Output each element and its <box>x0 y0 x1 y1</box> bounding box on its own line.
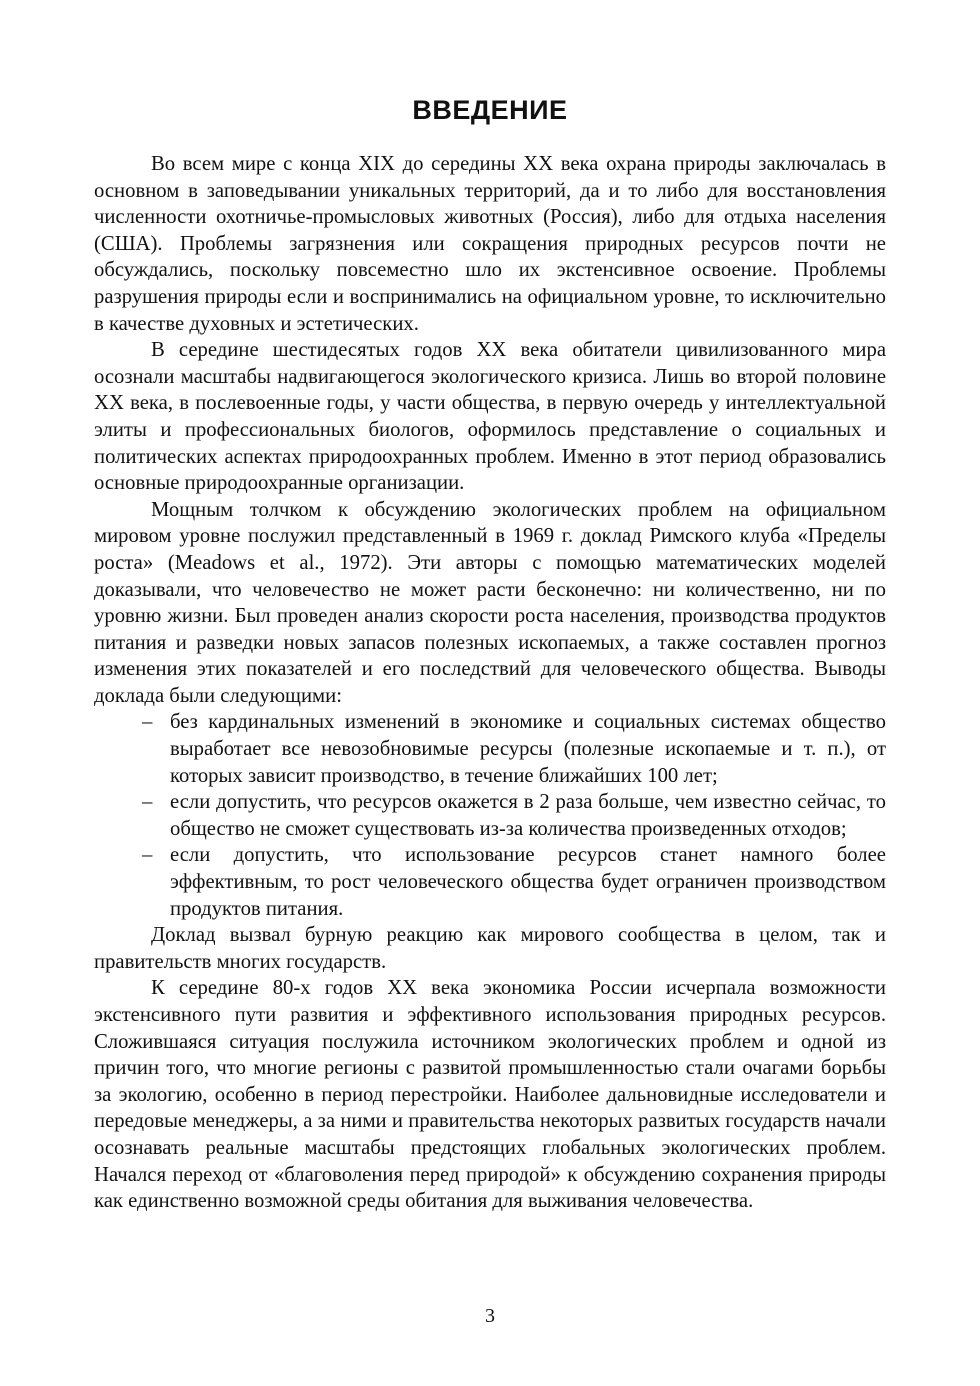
list-item <box>94 789 886 842</box>
list-dash: – <box>142 711 153 734</box>
page-number: 3 <box>485 1305 495 1327</box>
paragraph: Во всем мире с конца XIX до середины XX века охрана природы заключалась в основном в заповедывании уникальных территорий, да и то либо для восстановления численности охотничье-промысловых животных (Россия), либо для отдыха населения (США). Проблемы загрязнения или сокращения природных ресурсов почти не обсуждались, поскольку повсеместно шло их экстенсивное освоение. Проблемы разрушения природы если и воспринимались на официальном уровне, то исключительно в качестве духовных и эстетических. <box>94 153 886 335</box>
list-item <box>94 709 886 789</box>
list-item-text: если допустить, что использование ресурсов станет намного более эффективным, то рост человеческого общества будет ограничен производством продуктов питания. <box>170 844 886 920</box>
conclusions-list <box>94 709 886 922</box>
list-dash: – <box>142 791 153 814</box>
list-item <box>94 842 886 922</box>
list-item-text: если допустить, что ресурсов окажется в 2 раза больше, чем известно сейчас, то общество не сможет существовать из-за количества произведенных отходов; <box>170 791 886 840</box>
list-item-text: без кардинальных изменений в экономике и социальных системах общество выработает все невозобновимые ресурсы (полезные ископаемые и т. п.), от которых зависит производство, в течение ближайших 100 лет; <box>170 711 886 787</box>
paragraph: Доклад вызвал бурную реакцию как мирового сообщества в целом, так и правительств многих государств. <box>94 924 886 973</box>
paragraph: В середине шестидесятых годов XX века обитатели цивилизованного мира осознали масштабы надвигающегося экологического кризиса. Лишь во второй половине XX века, в послевоенные годы, у части общества, в первую очередь у интеллектуальной элиты и профессиональных биологов, оформилось представление о социальных и политических аспектах природоохранных проблем. Именно в этот период образовались основные природоохранные организации. <box>94 339 886 495</box>
document-page <box>94 90 886 1215</box>
page-title: ВВЕДЕНИЕ <box>412 95 568 125</box>
paragraph: Мощным толчком к обсуждению экологических проблем на официальном мировом уровне послужил представленный в 1969 г. доклад Римского клуба «Пределы роста» (Meadows et al., 1972). Эти авторы с помощью математических моделей доказывали, что человечество не может расти бесконечно: ни количественно, ни по уровню жизни. Был проведен анализ скорости роста населения, производства продуктов питания и разведки новых запасов полезных ископаемых, а также составлен прогноз изменения этих показателей и его последствий для человеческого общества. Выводы доклада были следующими: <box>94 498 886 707</box>
list-dash: – <box>142 844 153 867</box>
paragraph: К середине 80-х годов XX века экономика России исчерпала возможности экстенсивного пути развития и эффективного использования природных ресурсов. Сложившаяся ситуация послужила источником экологических проблем и одной из причин того, что многие регионы с развитой промышленностью стали очагами борьбы за экологию, особенно в период перестройки. Наиболее дальновидные исследователи и передовые менеджеры, а за ними и правительства некоторых развитых государств начали осознавать реальные масштабы предстоящих глобальных экологических проблем. Начался переход от «благоволения перед природой» к обсуждению сохранения природы как единственно возможной среды обитания для выживания человечества. <box>94 977 886 1213</box>
